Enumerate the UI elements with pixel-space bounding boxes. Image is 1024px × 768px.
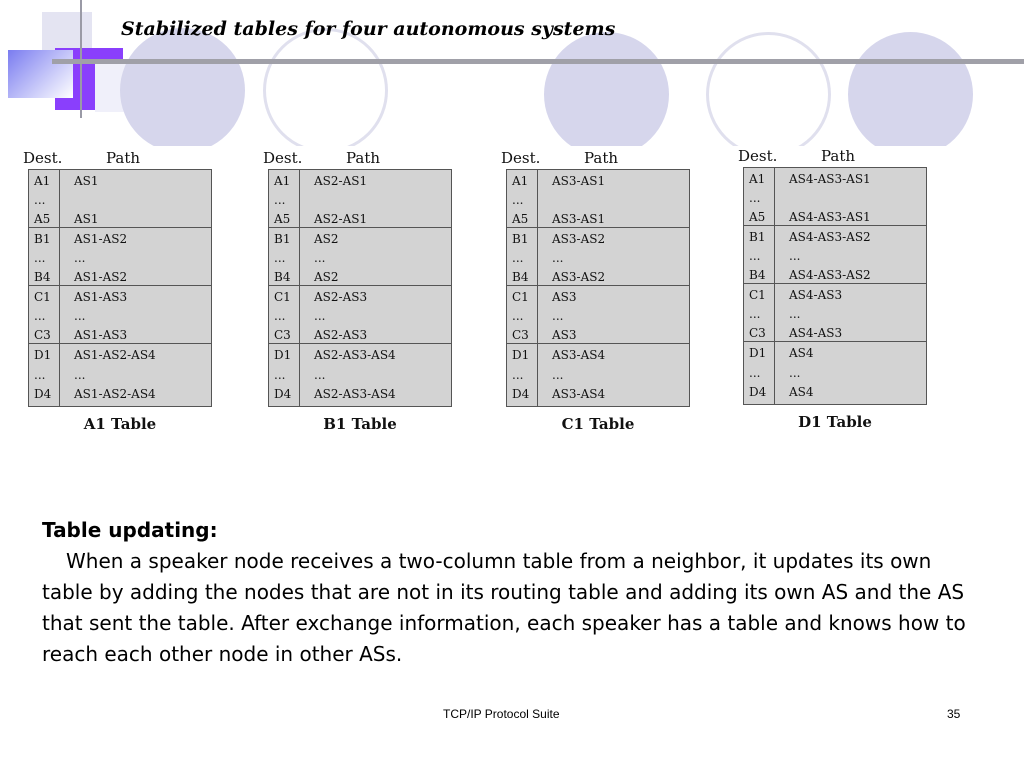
path-cell: AS3-AS2 [552, 232, 606, 246]
table-header [738, 145, 927, 167]
path-cell: AS3-AS1 [552, 212, 606, 226]
table-body [268, 169, 452, 407]
table-row-group [744, 284, 926, 342]
table-body [743, 167, 927, 405]
path-cell: AS2 [314, 232, 339, 246]
footer-center-text: TCP/IP Protocol Suite [443, 707, 560, 721]
dest-cell: A5 [512, 212, 529, 226]
path-cell: AS1 [74, 174, 99, 188]
path-cell: ... [552, 251, 564, 265]
routing-table-c1 [501, 147, 690, 433]
path-cell: ... [74, 368, 86, 382]
path-cell: AS3-AS4 [552, 348, 606, 362]
path-cell: ... [552, 309, 564, 323]
path-cell: AS4-AS3 [789, 326, 843, 340]
dest-cell: C1 [274, 290, 291, 304]
dest-cell: B4 [749, 268, 766, 282]
table-row-group [29, 170, 211, 228]
body-heading: Table updating: [42, 518, 218, 542]
dest-cell: C3 [749, 326, 766, 340]
dest-cell: D1 [512, 348, 530, 362]
path-cell: AS3-AS1 [552, 174, 606, 188]
dest-cell: ... [512, 251, 524, 265]
deco-horizontal-line [52, 59, 1024, 64]
dest-cell: ... [274, 309, 286, 323]
dest-cell: ... [34, 193, 46, 207]
path-cell: ... [789, 249, 801, 263]
table-row-group [507, 170, 689, 228]
path-cell: AS1-AS3 [74, 290, 128, 304]
dest-cell: A5 [34, 212, 51, 226]
dest-cell: D4 [512, 387, 530, 401]
table-row-group [744, 342, 926, 404]
table-row-group [507, 344, 689, 406]
dest-cell: C3 [34, 328, 51, 342]
dest-cell: A5 [749, 210, 766, 224]
dest-cell: ... [274, 193, 286, 207]
path-header: Path [821, 147, 856, 165]
dest-cell: ... [274, 251, 286, 265]
table-caption: B1 Table [323, 415, 397, 433]
table-caption: D1 Table [798, 413, 872, 431]
dest-cell: D1 [749, 346, 767, 360]
path-cell: AS4-AS3-AS1 [789, 172, 871, 186]
table-row-group [744, 168, 926, 226]
path-cell: AS1-AS2 [74, 270, 128, 284]
path-cell: AS4-AS3-AS1 [789, 210, 871, 224]
table-row-group [507, 286, 689, 344]
deco-circle-4 [706, 32, 831, 157]
deco-circle-5 [848, 32, 973, 157]
table-body [28, 169, 212, 407]
path-cell: AS2-AS3-AS4 [314, 387, 396, 401]
dest-cell: A5 [274, 212, 291, 226]
path-cell: AS4-AS3-AS2 [789, 268, 871, 282]
dest-cell: B1 [749, 230, 766, 244]
dest-cell: ... [34, 368, 46, 382]
dest-cell: B1 [274, 232, 291, 246]
path-cell: AS1 [74, 212, 99, 226]
dest-cell: D4 [34, 387, 52, 401]
dest-header: Dest. [738, 147, 778, 165]
dest-cell: C1 [34, 290, 51, 304]
dest-cell: A1 [749, 172, 766, 186]
dest-header: Dest. [263, 149, 303, 167]
dest-cell: C3 [512, 328, 529, 342]
table-row-group [269, 286, 451, 344]
path-cell: ... [789, 307, 801, 321]
table-row-group [269, 170, 451, 228]
path-cell: AS4-AS3 [789, 288, 843, 302]
path-cell: AS4 [789, 385, 814, 399]
table-header [23, 147, 212, 169]
path-cell: AS3 [552, 328, 577, 342]
path-cell: AS2 [314, 270, 339, 284]
dest-cell: C1 [512, 290, 529, 304]
dest-cell: D1 [274, 348, 292, 362]
routing-table-d1 [738, 145, 927, 431]
table-caption: C1 Table [561, 415, 635, 433]
dest-cell: B4 [274, 270, 291, 284]
table-row-group [744, 226, 926, 284]
dest-cell: ... [512, 193, 524, 207]
path-cell: AS2-AS3 [314, 328, 368, 342]
path-cell: AS4 [789, 346, 814, 360]
dest-cell: ... [749, 191, 761, 205]
deco-circle-3 [544, 32, 669, 157]
dest-cell: B1 [512, 232, 529, 246]
path-cell: ... [552, 368, 564, 382]
table-row-group [29, 228, 211, 286]
body-paragraph: When a speaker node receives a two-column table from a neighbor, it updates its own table by adding the nodes that are not in its routing table and adding its own AS and the AS that sent the table. After exchange information, each speaker has a table and knows how to reach each other node in other ASs. [42, 549, 966, 666]
routing-table-b1 [263, 147, 452, 433]
path-cell: AS2-AS3-AS4 [314, 348, 396, 362]
path-cell: AS2-AS1 [314, 212, 368, 226]
path-cell: AS3-AS4 [552, 387, 606, 401]
path-cell: ... [314, 309, 326, 323]
path-cell: ... [74, 309, 86, 323]
dest-cell: A1 [512, 174, 529, 188]
path-cell: ... [314, 368, 326, 382]
dest-cell: C3 [274, 328, 291, 342]
dest-cell: A1 [34, 174, 51, 188]
dest-cell: B1 [34, 232, 51, 246]
path-cell: AS1-AS2-AS4 [74, 387, 156, 401]
path-cell: ... [789, 366, 801, 380]
dest-cell: C1 [749, 288, 766, 302]
table-row-group [269, 344, 451, 406]
body-text [42, 515, 977, 670]
path-cell: ... [314, 251, 326, 265]
dest-header: Dest. [23, 149, 63, 167]
slide-title: Stabilized tables for four autonomous systems [121, 18, 616, 40]
path-cell: AS2-AS1 [314, 174, 368, 188]
dest-cell: B4 [34, 270, 51, 284]
table-caption: A1 Table [83, 415, 157, 433]
deco-square-blue [8, 50, 73, 98]
path-cell: AS1-AS2-AS4 [74, 348, 156, 362]
dest-cell: D4 [274, 387, 292, 401]
path-cell: AS3-AS2 [552, 270, 606, 284]
dest-cell: ... [749, 307, 761, 321]
path-cell: AS4-AS3-AS2 [789, 230, 871, 244]
table-body [506, 169, 690, 407]
table-row-group [269, 228, 451, 286]
table-header [263, 147, 452, 169]
dest-cell: ... [749, 366, 761, 380]
dest-cell: ... [274, 368, 286, 382]
path-cell: AS3 [552, 290, 577, 304]
dest-cell: D1 [34, 348, 52, 362]
dest-cell: D4 [749, 385, 767, 399]
dest-header: Dest. [501, 149, 541, 167]
dest-cell: ... [749, 249, 761, 263]
table-row-group [507, 228, 689, 286]
dest-cell: ... [34, 251, 46, 265]
table-row-group [29, 344, 211, 406]
table-row-group [29, 286, 211, 344]
path-header: Path [584, 149, 619, 167]
deco-circle-1 [120, 28, 245, 153]
dest-cell: A1 [274, 174, 291, 188]
dest-cell: ... [512, 309, 524, 323]
routing-table-a1 [23, 147, 212, 433]
path-cell: ... [74, 251, 86, 265]
deco-circle-2 [263, 28, 388, 153]
footer-page-number: 35 [947, 707, 961, 721]
path-header: Path [346, 149, 381, 167]
dest-cell: B4 [512, 270, 529, 284]
path-cell: AS1-AS2 [74, 232, 128, 246]
path-header: Path [106, 149, 141, 167]
path-cell: AS1-AS3 [74, 328, 128, 342]
path-cell: AS2-AS3 [314, 290, 368, 304]
dest-cell: ... [512, 368, 524, 382]
table-header [501, 147, 690, 169]
dest-cell: ... [34, 309, 46, 323]
